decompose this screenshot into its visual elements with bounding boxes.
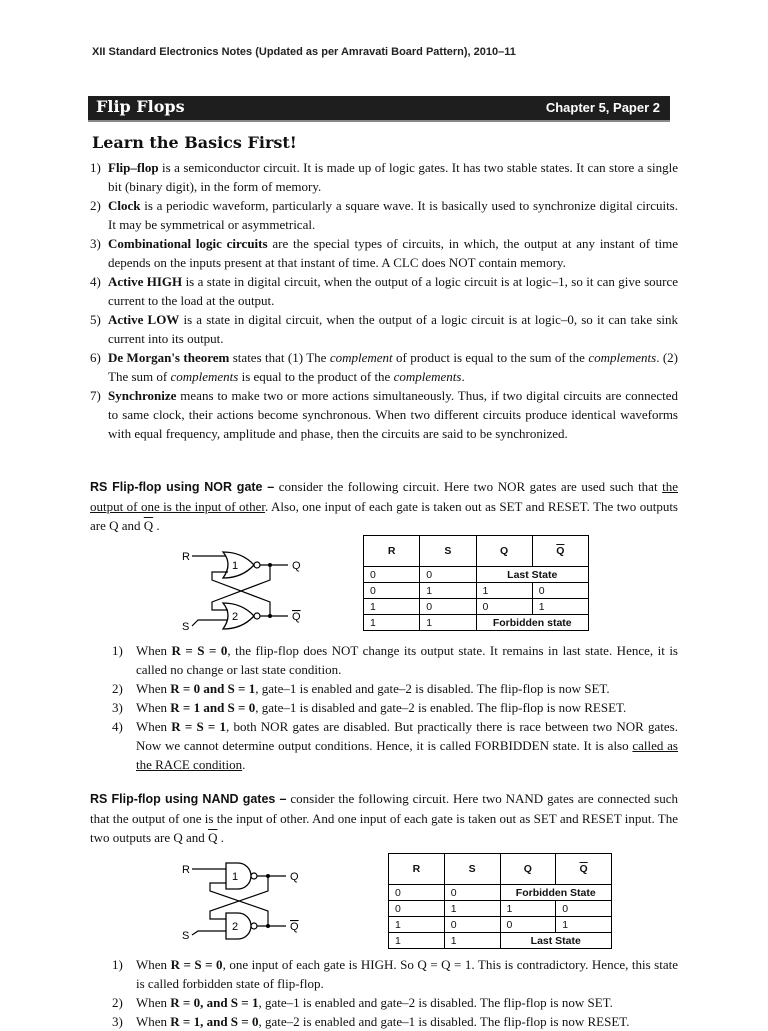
table-cell: Forbidden State [500,885,612,901]
table-cell: 1 [420,583,476,599]
table-cell: 1 [389,917,445,933]
table-row [389,901,612,917]
chapter-title: Flip Flops [96,97,185,116]
table-row [389,933,612,949]
definition-text: is a periodic waveform, particularly a square wave. It is basically used to synchronize digital circuits. It may be symmetrical or asymmetrical. [108,198,678,232]
bold-run: R = 1, and S = 0 [170,1014,259,1029]
item-number: 1) [90,160,101,175]
table-cell: 0 [420,567,476,583]
definition-text: means to make two or more actions simultaneously. Thus, if two digital circuits are connected to same clock, their actions become synchronous. When two different circuits produce identical waveforms with equal frequency, amplitude and phase, then the circuits are said to be synchronized. [108,388,678,441]
text-run: When [136,995,171,1010]
item-number: 1) [112,957,123,972]
column-header: S [444,854,500,885]
nand-gate-2 [226,913,251,939]
table-cell: Last State [500,933,612,949]
s-wire [192,931,226,935]
table-row [364,615,589,631]
s-input-label: S [182,930,190,942]
definition-term: Active HIGH [108,274,183,289]
table-cell: 0 [532,583,588,599]
nor-truth-table [363,535,589,631]
underlined-run: the output of one is the input of other [90,479,678,514]
item-number: 3) [112,1014,123,1029]
table-cell: 1 [476,583,532,599]
text-run: , both NOR gates are disabled. But practically there is race between two NOR gates. Now we cannot determine output conditions. Hence, it is called FORBIDDEN state. It is also [136,719,678,753]
chapter-reference: Chapter 5, Paper 2 [545,100,660,115]
list-item [112,1012,678,1031]
s-input-label: S [182,621,190,633]
item-number: 4) [90,274,101,289]
list-item [112,717,678,774]
inverter-bubble [251,923,257,929]
item-number: 2) [112,995,123,1010]
item-number: 2) [90,198,101,213]
inverter-bubble [254,613,260,619]
nor-conditions-list [112,641,678,774]
column-header: $\overline{Q}$ [556,854,612,885]
item-number: 4) [112,719,123,734]
basics-heading: Learn the Basics First! [92,133,297,152]
nand-section-intro [90,789,678,847]
table-cell: 1 [556,917,612,933]
table-cell: 0 [364,567,420,583]
q-bar-symbol: $\overline{Q}$ [208,830,218,845]
list-item [112,641,678,679]
column-header: Q [500,854,556,885]
definition-item [90,348,678,386]
table-header-row [364,536,589,567]
definition-term: Flip–flop [108,160,159,175]
text-run: is equal to the product of the [238,369,394,384]
column-header: R [364,536,420,567]
table-cell: 1 [444,901,500,917]
table-cell: 0 [389,901,445,917]
nor-gate-1 [223,552,254,578]
text-run: . [242,757,246,772]
running-header: XII Standard Electronics Notes (Updated as per Amravati Board Pattern), 2010–11 [92,46,516,58]
bold-run: R = 0, and S = 1 [170,995,259,1010]
definitions-list [90,158,678,443]
table-cell: 0 [420,599,476,615]
inverter-bubble [251,873,257,879]
chapter-bar [88,96,670,122]
table-row [364,583,589,599]
text-run: . [153,518,160,533]
definition-text: is a state in digital circuit, when the output of a logic circuit is at logic–1, so it can give source current to the load at the output. [108,274,679,308]
nand-conditions-list [112,955,678,1031]
column-header: Q [476,536,532,567]
text-run: When [136,957,171,972]
text-run: , gate–1 is enabled and gate–2 is disabled. The flip-flop is now SET. [258,995,613,1010]
r-input-label: R [182,551,190,563]
text-run: , gate–1 is disabled and gate–2 is enabled. The flip-flop is now RESET. [255,700,627,715]
text-run: When [136,1014,171,1029]
table-cell: 0 [364,583,420,599]
text-run: When [136,643,172,658]
italic-run: complements [170,369,239,384]
table-row [364,599,589,615]
text-run: When [136,700,171,715]
qbar-output-label: Q [290,921,299,933]
list-item [112,955,678,993]
definition-text: is a state in digital circuit, when the output of a logic circuit is at logic–0, so it can take sink current into its output. [108,312,678,346]
q-output-label: Q [290,871,299,883]
text-run: When [136,719,172,734]
text-run: consider the following circuit. Here two NAND gates are connected such that the output of one is the input of other. And one input of each gate is taken out as SET and RESET input. The two outputs are Q and [90,791,678,845]
table-cell: 1 [420,615,476,631]
column-header: $\overline{Q}$ [532,536,588,567]
text-run: of product is equal to the sum of the [392,350,589,365]
table-cell: 0 [444,885,500,901]
table-cell: 1 [389,933,445,949]
bold-run: R = 0 and S = 1 [170,681,256,696]
table-cell: 0 [556,901,612,917]
text-run: states that (1) The [229,350,330,365]
text-run: , the flip-flop does NOT change its output state. It remains in last state. Hence, it is called no change or last state condition. [136,643,678,677]
definition-item [90,310,678,348]
definition-term: De Morgan's theorem [108,350,230,365]
italic-run: complements [393,369,462,384]
table-row [389,917,612,933]
gate-2-label: 2 [232,921,239,933]
gate-2-label: 2 [232,611,239,623]
column-header: S [420,536,476,567]
table-row [389,885,612,901]
nor-section-intro [90,477,678,535]
table-cell: 0 [444,917,500,933]
qbar-output-label: Q [292,611,301,623]
text-run: . [217,830,224,845]
definition-term: Active LOW [108,312,180,327]
list-item [112,679,678,698]
bold-run: R = S = 1 [171,719,227,734]
definition-term: Synchronize [108,388,177,403]
nor-flipflop-circuit [176,546,326,634]
text-run: . [461,369,465,384]
definition-text: is a semiconductor circuit. It is made up of logic gates. It has two stable states. It can store a single bit (binary digit), in the form of memory. [108,160,678,194]
table-cell: Last State [476,567,589,583]
text-run: , gate–1 is enabled and gate–2 is disabled. The flip-flop is now SET. [255,681,610,696]
bold-run: R = S = 0 [171,643,228,658]
definition-item [90,158,678,196]
table-cell: 0 [476,599,532,615]
s-wire [192,620,228,626]
item-number: 6) [90,350,101,365]
table-cell: 0 [500,917,556,933]
r-input-label: R [182,864,190,876]
item-number: 3) [112,700,123,715]
definition-item [90,234,678,272]
list-item [112,698,678,717]
italic-run: complements [588,350,657,365]
item-number: 1) [112,643,123,658]
text-run: When [136,681,171,696]
table-cell: 1 [364,615,420,631]
nand-flipflop-circuit [176,857,326,945]
definition-item [90,386,678,443]
definition-item [90,272,678,310]
nand-gate-1 [226,863,251,889]
list-item [112,993,678,1012]
nor-section-heading: RS Flip-flop using NOR gate – [90,480,275,494]
table-cell: 0 [389,885,445,901]
nand-truth-table [388,853,612,949]
italic-run: complement [329,350,393,365]
definition-text: are the special types of circuits, in which, the output at any instant of time depends on the inputs present at that instant of time. A CLC does NOT contain memory. [108,236,678,270]
bold-run: R = S = 0 [170,957,223,972]
text-run: , one input of each gate is HIGH. So Q = Q = 1. This is contradictory. Hence, this state is called forbidden state of flip-flop. [136,957,679,991]
table-header-row [389,854,612,885]
gate-1-label: 1 [232,871,239,883]
definition-term: Combinational logic circuits [108,236,268,251]
table-cell: 1 [500,901,556,917]
gate-1-label: 1 [232,560,239,572]
nand-section-heading: RS Flip-flop using NAND gates – [90,792,287,806]
text-run: . (2) The sum of [108,350,679,384]
item-number: 3) [90,236,101,251]
definition-item [90,196,678,234]
text-run: , gate–2 is enabled and gate–1 is disabled. The flip-flop is now RESET. [258,1014,630,1029]
table-cell: 1 [444,933,500,949]
q-bar-symbol: $\overline{Q}$ [143,518,154,533]
inverter-bubble [254,562,260,568]
item-number: 2) [112,681,123,696]
q-output-label: Q [292,560,301,572]
nor-gate-2 [223,603,254,629]
item-number: 7) [90,388,101,403]
text-run: . Also, one input of each gate is taken out as SET and RESET. The two outputs are Q and [90,499,678,533]
text-run: consider the following circuit. Here two NOR gates are used such that [274,479,663,494]
bold-run: R = 1 and S = 0 [170,700,256,715]
underlined-run: called as the RACE condition [136,738,678,772]
item-number: 5) [90,312,101,327]
definition-term: Clock [108,198,141,213]
table-row [364,567,589,583]
table-cell: 1 [364,599,420,615]
table-cell: 1 [532,599,588,615]
table-cell: Forbidden state [476,615,589,631]
column-header: R [389,854,445,885]
